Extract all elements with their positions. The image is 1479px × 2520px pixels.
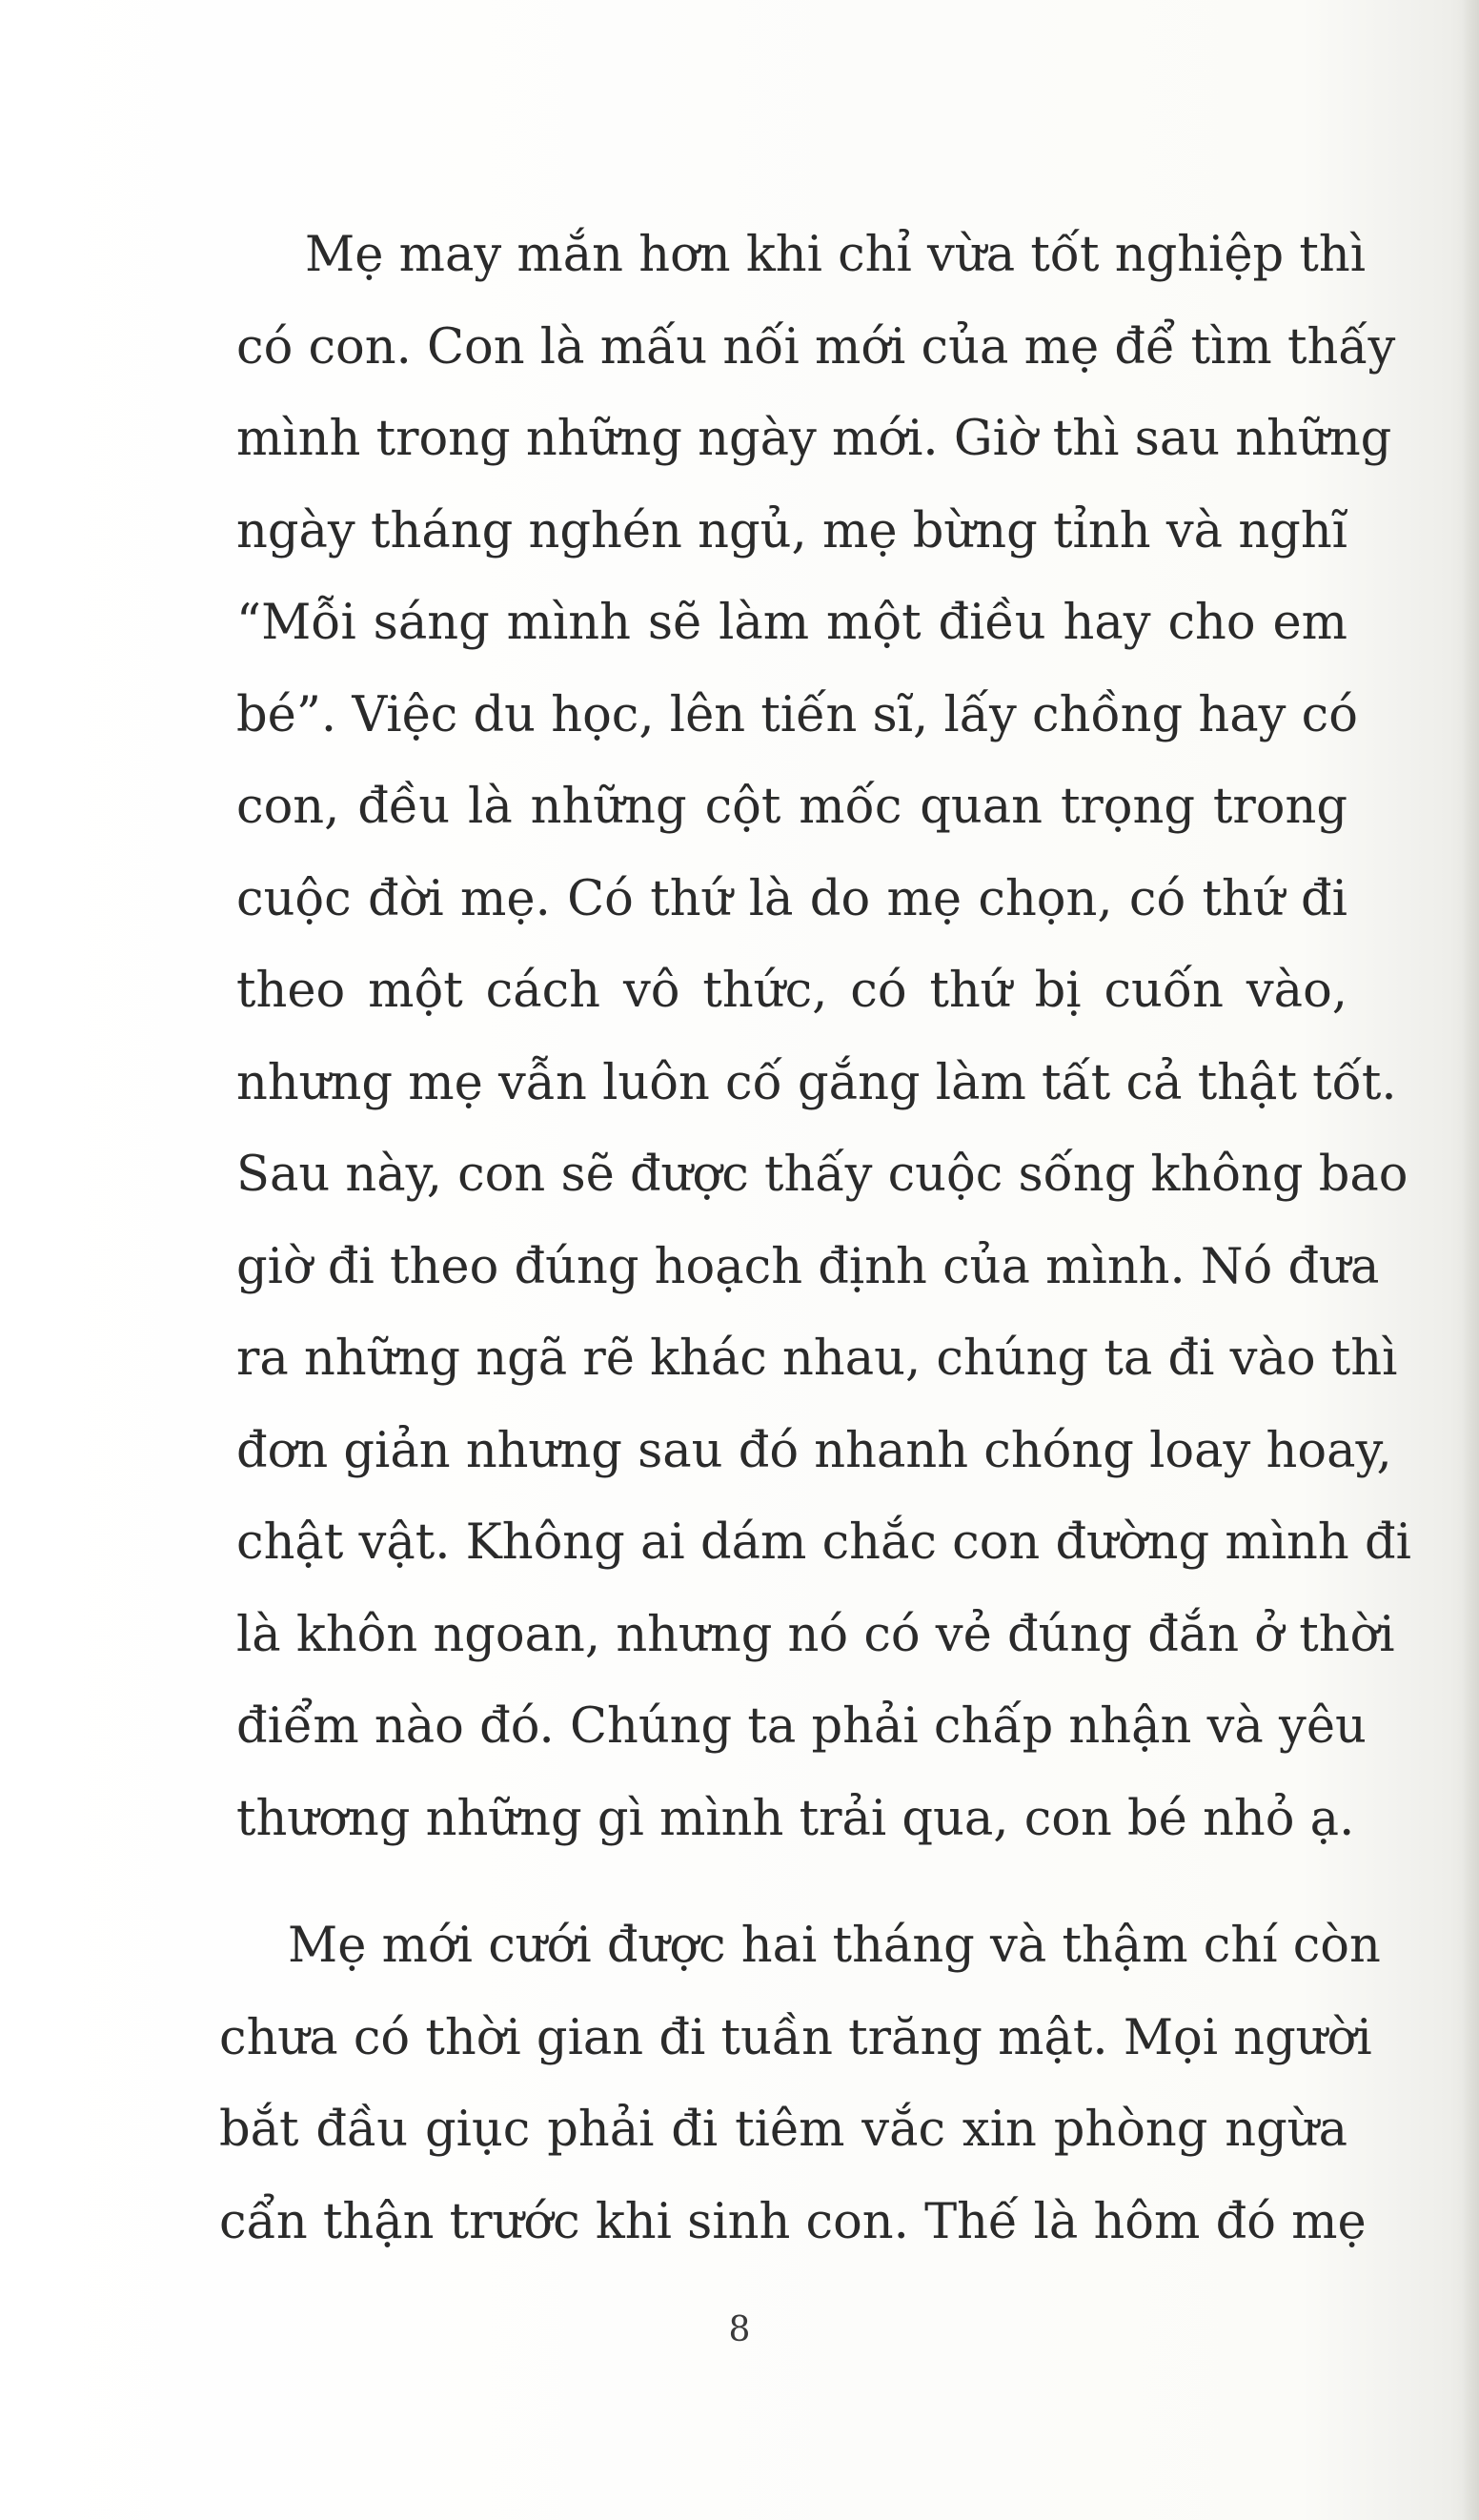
text-line: bắt đầu giục phải đi tiêm vắc xin phòng ngừa <box>219 2102 1347 2158</box>
text-line: con, đều là những cột mốc quan trọng trong <box>236 779 1347 835</box>
page-edge-shadow <box>1462 0 1479 2520</box>
text-line: điểm nào đó. Chúng ta phải chấp nhận và yêu <box>236 1698 1367 1755</box>
text-line: cẩn thận trước khi sinh con. Thế là hôm đó mẹ <box>219 2193 1367 2250</box>
page-number: 8 <box>728 2310 751 2349</box>
text-line: là khôn ngoan, nhưng nó có vẻ đúng đắn ở thời <box>236 1606 1395 1663</box>
text-line: chưa có thời gian đi tuần trăng mật. Mọi người <box>219 2009 1372 2066</box>
text-line-last: thương những gì mình trải qua, con bé nhỏ ạ. <box>236 1790 1355 1847</box>
text-line: mình trong những ngày mới. Giờ thì sau những <box>236 411 1392 467</box>
text-line: “Mỗi sáng mình sẽ làm một điều hay cho em <box>236 595 1347 651</box>
text-line: đơn giản nhưng sau đó nhanh chóng loay hoay, <box>236 1422 1392 1479</box>
text-line: ngày tháng nghén ngủ, mẹ bừng tỉnh và nghĩ <box>236 502 1347 559</box>
paragraph-1 <box>236 210 1411 1865</box>
text-line: có con. Con là mấu nối mới của mẹ để tìm thấy <box>236 318 1396 376</box>
text-line: bé”. Việc du học, lên tiến sĩ, lấy chồng hay có <box>236 686 1358 743</box>
text-line: Mẹ may mắn hơn khi chỉ vừa tốt nghiệp thì <box>305 227 1367 283</box>
text-line: theo một cách vô thức, có thứ bị cuốn vào, <box>236 963 1347 1019</box>
text-line: giờ đi theo đúng hoạch định của mình. Nó đưa <box>236 1238 1380 1295</box>
text-line: Mẹ mới cưới được hai tháng và thậm chí còn <box>288 1918 1381 1974</box>
text-line: nhưng mẹ vẫn luôn cố gắng làm tất cả thật tốt. <box>236 1054 1397 1111</box>
text-line: cuộc đời mẹ. Có thứ là do mẹ chọn, có thứ đi <box>236 870 1347 927</box>
text-line: Sau này, con sẽ được thấy cuộc sống không bao <box>236 1147 1408 1203</box>
paragraph-2 <box>219 1900 1381 2268</box>
text-line: chật vật. Không ai dám chắc con đường mình đi <box>236 1514 1411 1571</box>
text-line: ra những ngã rẽ khác nhau, chúng ta đi vào thì <box>236 1331 1398 1387</box>
